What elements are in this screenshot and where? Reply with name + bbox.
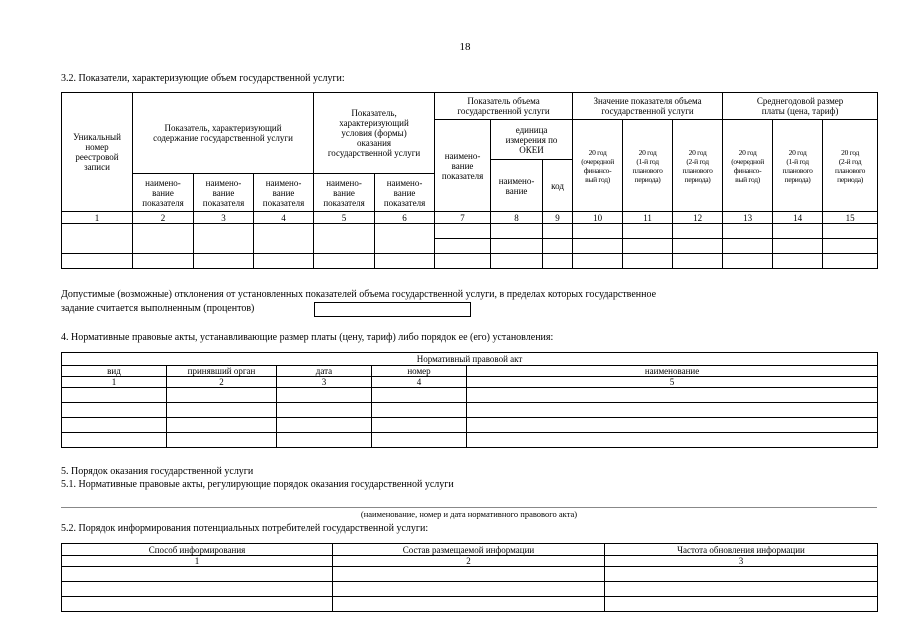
table-cell[interactable]: [167, 418, 277, 433]
table-cell[interactable]: [254, 254, 314, 269]
column-number: 2: [167, 377, 277, 388]
table-cell[interactable]: [623, 224, 673, 239]
table-cell[interactable]: [543, 254, 573, 269]
header-conditions-indicator: Показатель, характеризующий условия (формы) оказания государственной услуги: [314, 93, 435, 174]
column-header-method: Способ информирования: [62, 544, 333, 556]
table-cell[interactable]: [62, 388, 167, 403]
column-number: 7: [435, 212, 491, 224]
table-cell[interactable]: [723, 224, 773, 239]
header-value-plan-year-1: 20 год (1-й год планового периода): [623, 120, 673, 212]
section-5-1-heading: 5.1. Нормативные правовые акты, регулирующие порядок оказания государственной услуги: [61, 479, 454, 490]
table-cell[interactable]: [375, 254, 435, 269]
column-number: 15: [823, 212, 878, 224]
header-volume-name: наимено- вание показателя: [435, 120, 491, 212]
header-unit-name: наимено- вание: [491, 160, 543, 212]
table-cell[interactable]: [723, 239, 773, 254]
header-condition-name-2: наимено- вание показателя: [375, 174, 435, 212]
table-cell[interactable]: [605, 582, 878, 597]
column-number: 14: [773, 212, 823, 224]
table-cell[interactable]: [573, 254, 623, 269]
legal-act-underline: [61, 507, 877, 508]
table-cell[interactable]: [62, 433, 167, 448]
column-header-name: наименование: [467, 366, 878, 377]
column-number: 4: [372, 377, 467, 388]
header-content-name-3: наимено- вание показателя: [254, 174, 314, 212]
table-cell[interactable]: [623, 239, 673, 254]
column-number: 1: [62, 556, 333, 567]
header-indicator-value: Значение показателя объема государственной услуги: [573, 93, 723, 120]
table-cell[interactable]: [194, 224, 254, 254]
header-value-plan-year-2: 20 год (2-й год планового периода): [673, 120, 723, 212]
volume-indicators-table: [61, 92, 878, 269]
column-number: 1: [62, 377, 167, 388]
column-header-content: Состав размещаемой информации: [333, 544, 605, 556]
column-number: 5: [467, 377, 878, 388]
column-header-date: дата: [277, 366, 372, 377]
column-number: 11: [623, 212, 673, 224]
deviation-text-continued: задание считается выполненным (процентов): [61, 303, 255, 314]
header-value-current-year: 20 год (очередной финансо- вый год): [573, 120, 623, 212]
table-cell[interactable]: [435, 239, 491, 254]
section-5-heading: 5. Порядок оказания государственной услуги: [61, 466, 254, 477]
table-cell[interactable]: [133, 254, 194, 269]
page-number: 18: [459, 41, 471, 53]
table-cell[interactable]: [277, 388, 372, 403]
header-condition-name-1: наимено- вание показателя: [314, 174, 375, 212]
deviation-text: Допустимые (возможные) отклонения от установленных показателей объема государственной услуги, в пределах которых государственное: [61, 289, 657, 300]
section-3-2-heading: 3.2. Показатели, характеризующие объем государственной услуги:: [61, 73, 345, 84]
table-cell[interactable]: [773, 254, 823, 269]
table-cell[interactable]: [823, 224, 878, 239]
column-number: 1: [62, 212, 133, 224]
table-cell[interactable]: [491, 239, 543, 254]
table-cell[interactable]: [333, 567, 605, 582]
column-header-issuing-body: принявший орган: [167, 366, 277, 377]
table-cell[interactable]: [673, 224, 723, 239]
table-cell[interactable]: [62, 582, 333, 597]
table-cell[interactable]: [372, 433, 467, 448]
table-cell[interactable]: [314, 254, 375, 269]
header-volume-indicator: Показатель объема государственной услуги: [435, 93, 573, 120]
header-unique-number: Уникальный номер реестровой записи: [62, 93, 133, 212]
column-number: 3: [605, 556, 878, 567]
table-cell[interactable]: [62, 224, 133, 254]
table-cell[interactable]: [467, 388, 878, 403]
column-number: 12: [673, 212, 723, 224]
table-cell[interactable]: [372, 388, 467, 403]
information-order-table: [61, 543, 878, 612]
column-header-type: вид: [62, 366, 167, 377]
column-number: 3: [277, 377, 372, 388]
table-cell[interactable]: [623, 254, 673, 269]
column-number: 2: [133, 212, 194, 224]
table-cell[interactable]: [605, 567, 878, 582]
table-cell[interactable]: [673, 254, 723, 269]
legal-act-caption: (наименование, номер и дата нормативного правового акта): [360, 509, 578, 519]
table-cell[interactable]: [773, 224, 823, 239]
table-cell[interactable]: [277, 418, 372, 433]
table-cell[interactable]: [62, 254, 133, 269]
table-cell[interactable]: [167, 433, 277, 448]
header-unit-okei: единица измерения по ОКЕИ: [491, 120, 573, 160]
column-number: 5: [314, 212, 375, 224]
table-cell[interactable]: [723, 254, 773, 269]
header-annual-fee: Среднегодовой размер платы (цена, тариф): [723, 93, 878, 120]
column-number: 9: [543, 212, 573, 224]
table-cell[interactable]: [573, 224, 623, 239]
table-cell[interactable]: [823, 239, 878, 254]
table-cell[interactable]: [254, 224, 314, 254]
table-cell[interactable]: [543, 224, 573, 239]
table-cell[interactable]: [467, 418, 878, 433]
table-cell[interactable]: [491, 224, 543, 239]
table-cell[interactable]: [467, 403, 878, 418]
table-cell[interactable]: [435, 224, 491, 239]
table-cell[interactable]: [194, 254, 254, 269]
header-content-indicator: Показатель, характеризующий содержание государственной услуги: [133, 93, 314, 174]
column-number: 3: [194, 212, 254, 224]
table-cell[interactable]: [372, 418, 467, 433]
table-cell[interactable]: [573, 239, 623, 254]
table-cell[interactable]: [673, 239, 723, 254]
deviation-percent-field[interactable]: [314, 302, 471, 317]
column-number: 10: [573, 212, 623, 224]
column-header-number: номер: [372, 366, 467, 377]
table-cell[interactable]: [62, 567, 333, 582]
column-number: 4: [254, 212, 314, 224]
header-content-name-2: наимено- вание показателя: [194, 174, 254, 212]
table-cell[interactable]: [277, 433, 372, 448]
table-cell[interactable]: [375, 224, 435, 254]
column-number: 6: [375, 212, 435, 224]
table-cell[interactable]: [467, 433, 878, 448]
column-number: 13: [723, 212, 773, 224]
table-cell[interactable]: [773, 239, 823, 254]
column-number: 2: [333, 556, 605, 567]
table-cell[interactable]: [167, 388, 277, 403]
table-cell[interactable]: [435, 254, 491, 269]
table-cell[interactable]: [333, 582, 605, 597]
table-cell[interactable]: [823, 254, 878, 269]
table-cell[interactable]: [62, 403, 167, 418]
table-cell[interactable]: [167, 403, 277, 418]
header-fee-current-year: 20 год (очередной финансо- вый год): [723, 120, 773, 212]
table-cell[interactable]: [543, 239, 573, 254]
table-cell[interactable]: [133, 224, 194, 254]
header-fee-plan-year-1: 20 год (1-й год планового периода): [773, 120, 823, 212]
table-cell[interactable]: [605, 597, 878, 612]
column-header-frequency: Частота обновления информации: [605, 544, 878, 556]
legal-act-title: Нормативный правовой акт: [62, 353, 878, 366]
column-number: 8: [491, 212, 543, 224]
section-5-2-heading: 5.2. Порядок информирования потенциальных потребителей государственной услуги:: [61, 523, 429, 534]
legal-acts-fee-table: [61, 352, 878, 448]
header-unit-code: код: [543, 160, 573, 212]
section-4-heading: 4. Нормативные правовые акты, устанавливающие размер платы (цену, тариф) либо порядок ее (его) установления:: [61, 332, 554, 343]
table-cell[interactable]: [372, 403, 467, 418]
table-cell[interactable]: [62, 597, 333, 612]
table-cell[interactable]: [62, 418, 167, 433]
table-cell[interactable]: [277, 403, 372, 418]
header-content-name-1: наимено- вание показателя: [133, 174, 194, 212]
table-cell[interactable]: [314, 224, 375, 254]
table-cell[interactable]: [333, 597, 605, 612]
header-fee-plan-year-2: 20 год (2-й год планового периода): [823, 120, 878, 212]
table-cell[interactable]: [491, 254, 543, 269]
